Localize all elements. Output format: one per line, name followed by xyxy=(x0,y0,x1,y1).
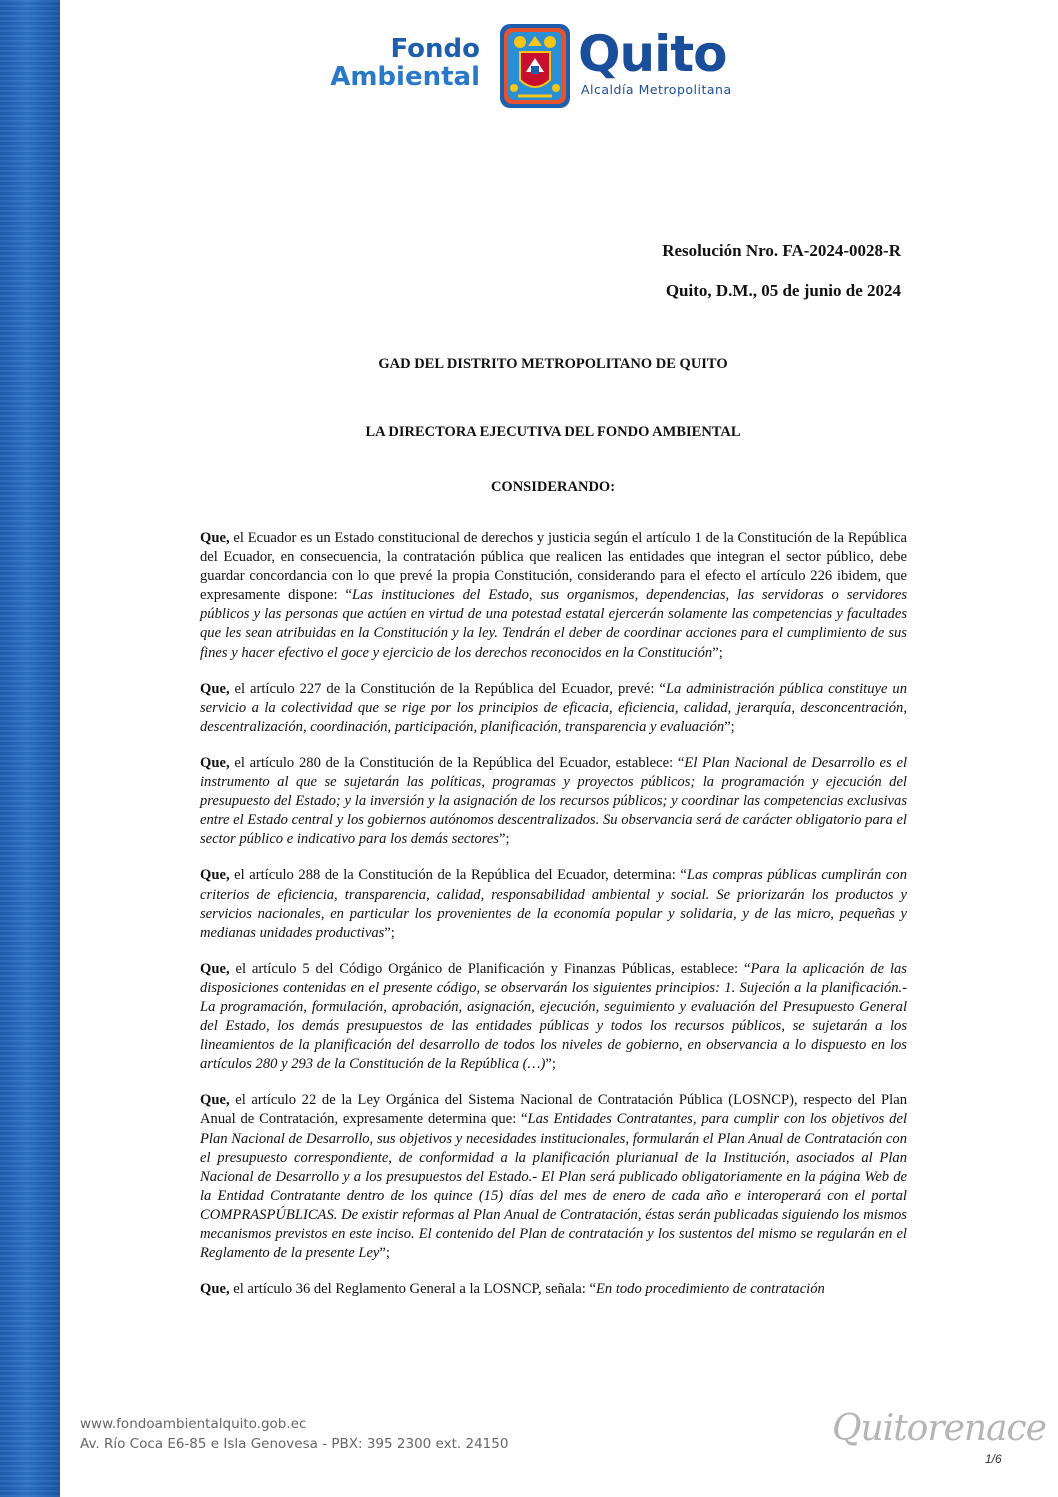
heading-considerando: CONSIDERANDO: xyxy=(490,479,616,495)
heading-gad: GAD DEL DISTRITO METROPOLITANO DE QUITO xyxy=(378,356,728,372)
paragraph-1: Que, el Ecuador es un Estado constitucional de derechos y justicia según el artículo 1 de la Constitución de la República del Ecuador, en consecuencia, la contratación pública que realicen las entidades que integran el sector público, debe guardar concordancia con lo que prevé la propia Constitución, considerando para el efecto el artículo 226 ibidem, que expresamente dispone: “Las instituciones del Estado, sus organismos, dependencias, las servidoras o servidores públicos y las personas que actúen en virtud de una potestad estatal ejercerán solamente las competencias y facultades que les sean atribuidas en la Constitución y la ley. Tendrán el deber de coordinar acciones para el cumplimiento de sus fines y hacer efectivo el goce y ejercicio de los derechos reconocidos en la Constitución”; xyxy=(200,530,908,661)
resolution-date: Quito, D.M., 05 de junio de 2024 xyxy=(665,281,901,300)
footer-address: Av. Río Coca E6-85 e Isla Genovesa - PBX: 395 2300 ext. 24150 xyxy=(80,1436,509,1452)
resolution-number: Resolución Nro. FA-2024-0028-R xyxy=(662,241,901,260)
paragraph-5: Que, el artículo 5 del Código Orgánico de Planificación y Finanzas Públicas, establece: “Para la aplicación de las disposiciones contenidas en el presente código, se observarán los siguientes principios: 1. Sujeción a la planificación.- La programación, formulación, aprobación, asignación, ejecución, seguimiento y evaluación del Presupuesto General del Estado, los demás presupuestos de las entidades públicas y todos los recursos públicos, se sujetarán a los lineamientos de la planificación del desarrollo de todos los niveles de gobierno, en observancia a lo dispuesto en los artículos 280 y 293 de la Constitución de la República (…)”; xyxy=(200,960,907,1073)
fondo-ambiental-logo: Fondo Ambiental xyxy=(330,34,480,92)
page-number: 1/6 xyxy=(985,1452,1002,1466)
paragraph-4: Que, el artículo 288 de la Constitución de la República del Ecuador, determina: “Las compras públicas cumplirán con criterios de eficiencia, transparencia, calidad, responsabilidad ambiental y social. Se priorizarán los productos y servicios nacionales, en particular los provenientes de la economía popular y solidaria, y de las micro, pequeñas y medianas unidades productivas”; xyxy=(200,867,907,941)
quitorenace-slogan: Quitorenace xyxy=(832,1408,1046,1449)
paragraph-2: Que, el artículo 227 de la Constitución de la República del Ecuador, prevé: “La administración pública constituye un servicio a la colectividad que se rige por los principios de eficacia, eficiencia, calidad, jerarquía, desconcentración, descentralización, coordinación, participación, planificación, transparencia y evaluación”; xyxy=(200,680,908,735)
quito-coat-of-arms-icon xyxy=(498,22,572,110)
paragraph-3: Que, el artículo 280 de la Constitución de la República del Ecuador, establece: “El Plan Nacional de Desarrollo es el instrumento al que se sujetarán las políticas, programas y proyectos públicos; la programación y ejecución del presupuesto del Estado; y la inversión y la asignación de los recursos públicos; y coordinar las competencias exclusivas entre el Estado central y los gobiernos autónomos descentralizados. Su observancia será de carácter obligatorio para el sector público e indicativo para los demás sectores”; xyxy=(200,754,907,848)
side-color-band xyxy=(0,0,60,1497)
resolution-block xyxy=(662,240,901,320)
letterhead xyxy=(300,22,760,114)
footer-website: www.fondoambientalquito.gob.ec xyxy=(80,1416,307,1432)
paragraph-6: Que, el artículo 22 de la Ley Orgánica del Sistema Nacional de Contratación Pública (LOSNCP), respecto del Plan Anual de Contratación, expresamente determina que: “Las Entidades Contratantes, para cumplir con los objetivos del Plan Nacional de Desarrollo, sus objetivos y necesidades institucionales, formularán el Plan Anual de Contratación con el presupuesto correspondiente, de conformidad a la planificación plurianual de la Institución, asociados al Plan Nacional de Desarrollo y a los presupuestos del Estado.- El Plan será publicado obligatoriamente en la página Web de la Entidad Contratante dentro de los quince (15) días del mes de enero de cada año e interoperará con el portal COMPRASPÚBLICAS. De existir reformas al Plan Anual de Contratación, éstas serán publicadas siguiendo los mismos mecanismos previstos en este inciso. El contenido del Plan de contratación y los sustentos del mismo se regularán en el Reglamento de la presente Ley”; xyxy=(200,1092,907,1262)
footer-contact xyxy=(80,1414,508,1454)
quito-logo-title: Quito xyxy=(578,25,727,83)
paragraph-7: Que, el artículo 36 del Reglamento General a la LOSNCP, señala: “En todo procedimiento de contratación xyxy=(200,1281,825,1298)
alcaldia-subtitle: Alcaldía Metropolitana xyxy=(581,82,732,97)
heading-directora: LA DIRECTORA EJECUTIVA DEL FONDO AMBIENTAL xyxy=(365,424,741,440)
document-body xyxy=(200,529,907,1316)
